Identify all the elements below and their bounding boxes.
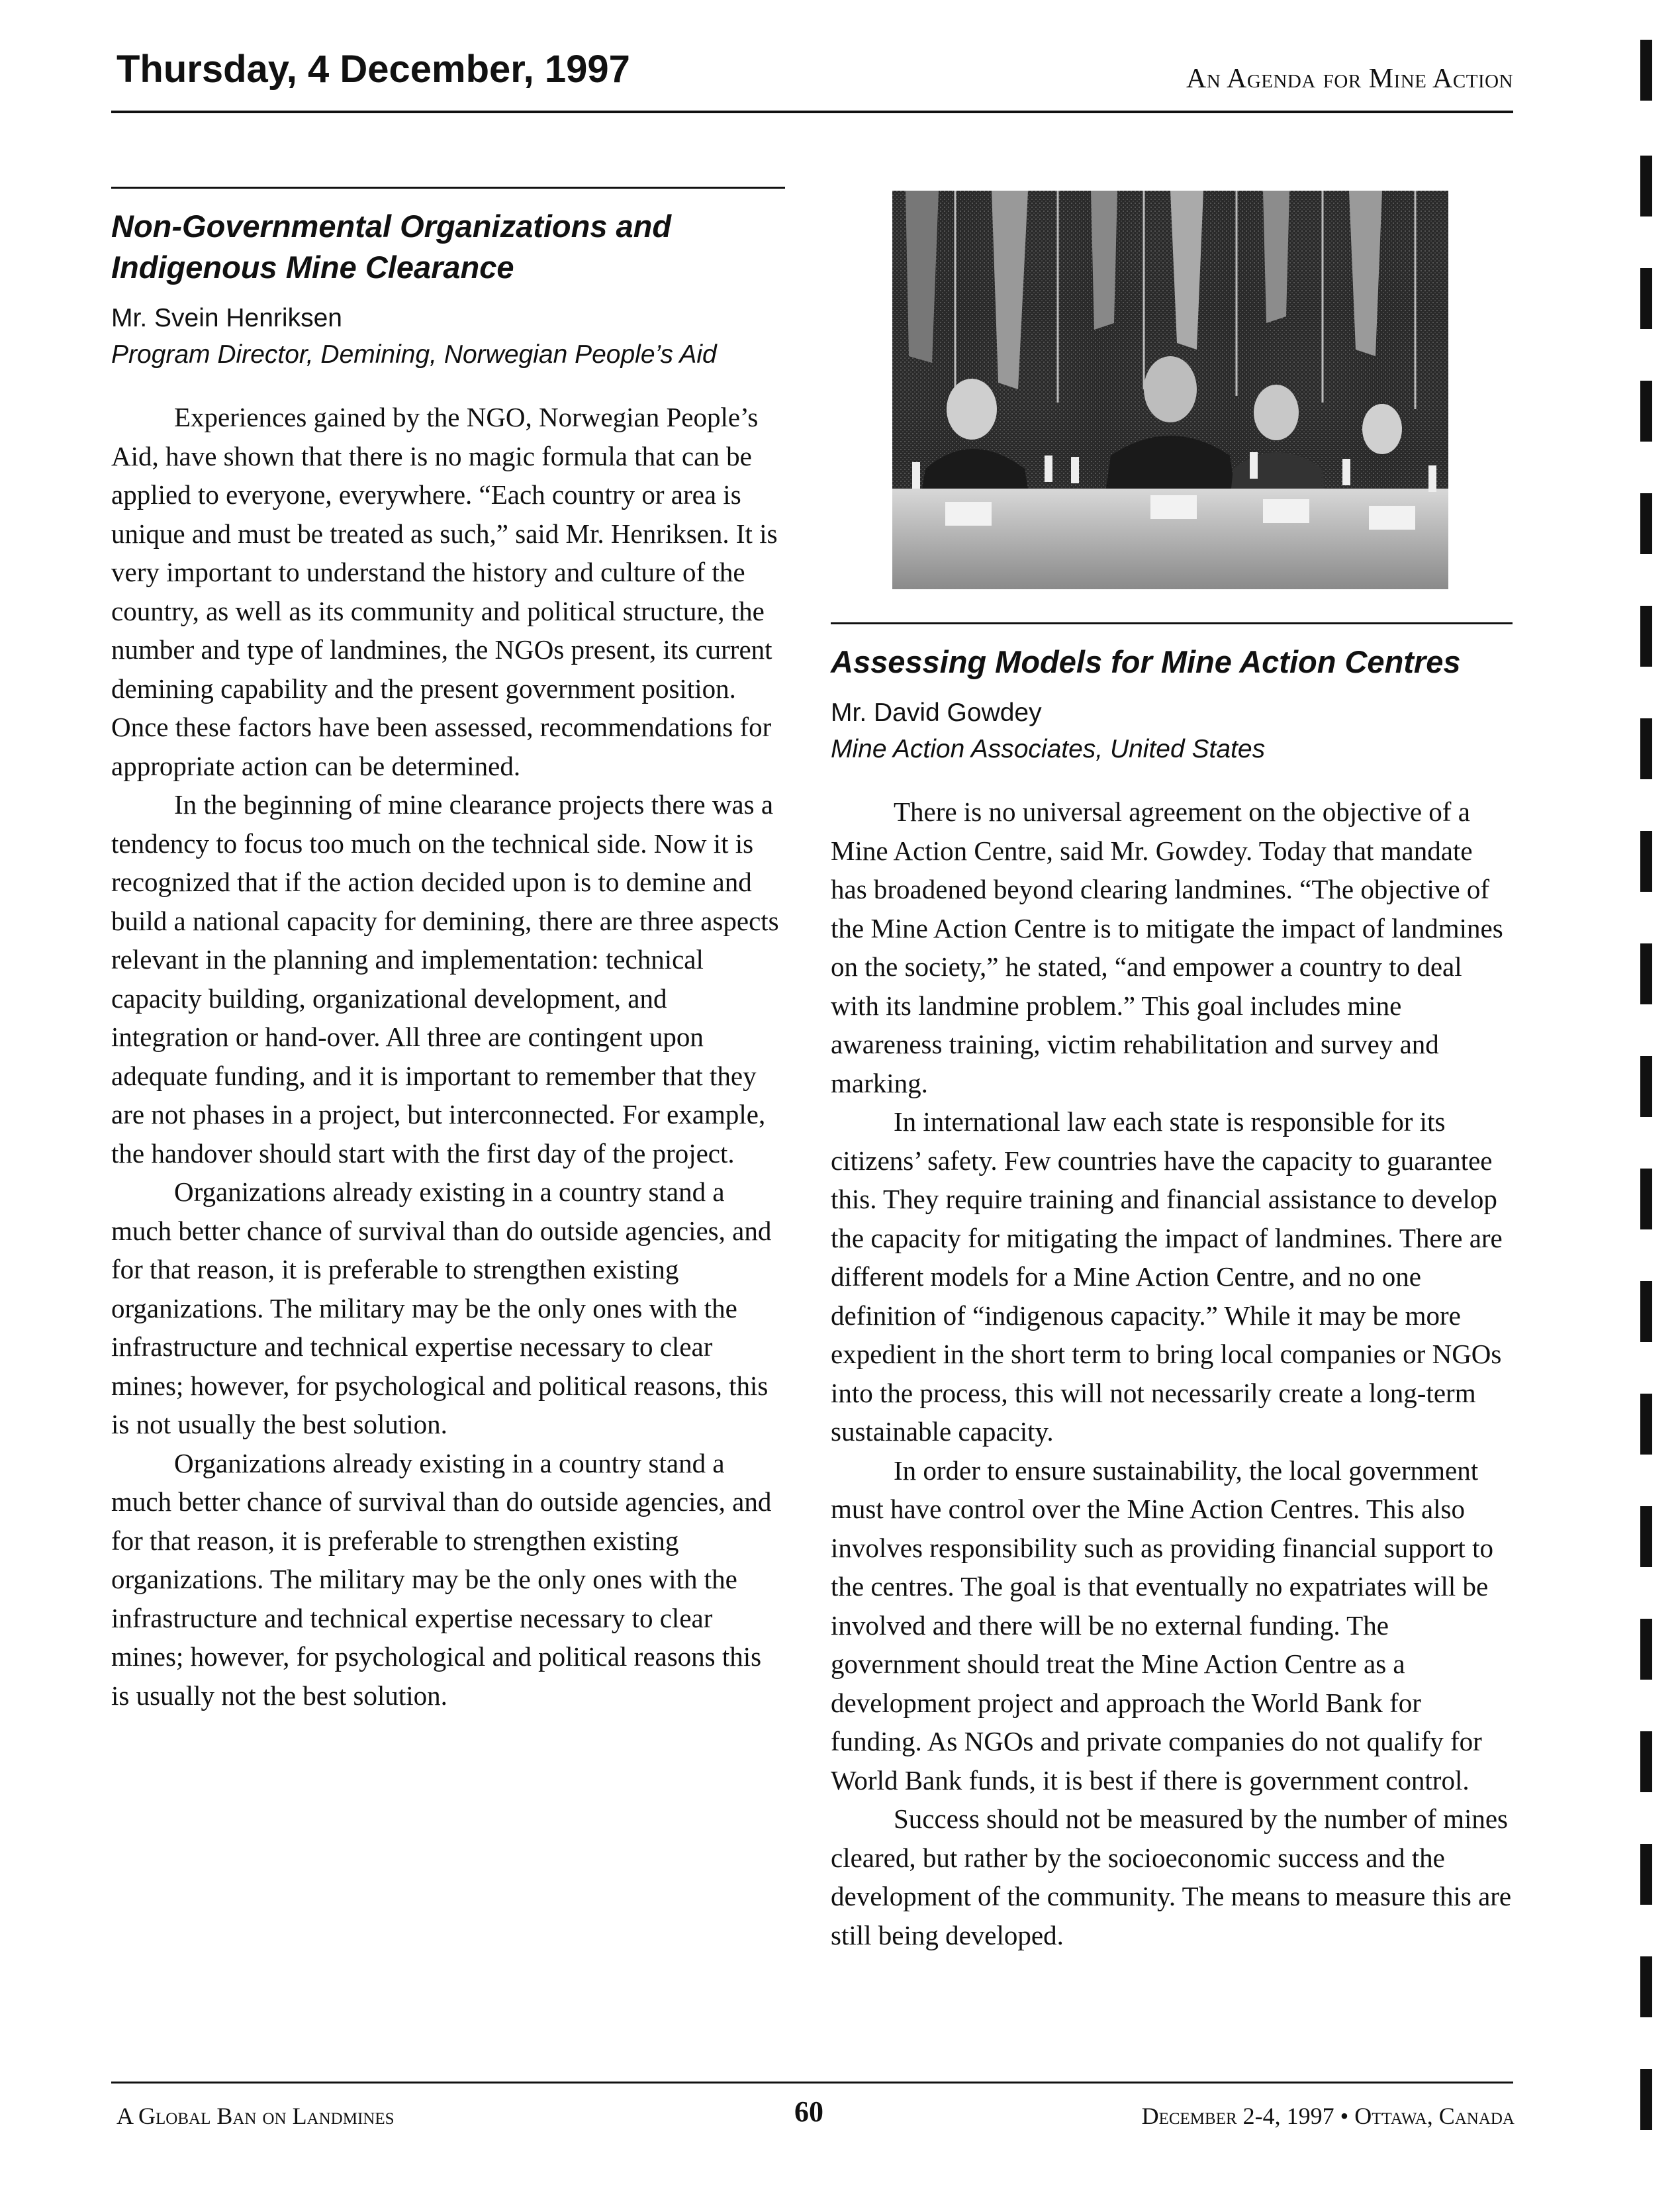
scan-edge-mark (1640, 1394, 1652, 1455)
scan-edge-mark (1640, 1169, 1652, 1229)
scan-edge-mark (1640, 1956, 1652, 2017)
scan-edge-mark (1640, 1844, 1652, 1905)
scan-edge-mark (1640, 1619, 1652, 1680)
article-paragraph: Experiences gained by the NGO, Norwegian People’s Aid, have shown that there is no magic formula that can be applied to everyone, everywhere. “Each country or area is unique and must be treated as such,” said Mr. Henriksen. It is very important to understand the history and culture of the country, as well as its community and political structure, the number and type of landmines, the NGOs present, its current demining capability and the present government position. Once these factors have been assessed, recommendations for appropriate action can be determined. (111, 402, 778, 781)
speaker-name: Mr. Svein Henriksen (111, 304, 342, 332)
article-ngo-mine-clearance (111, 187, 785, 1715)
scan-edge-mark (1640, 1506, 1652, 1567)
article-mine-action-centres (831, 191, 1513, 1954)
scan-edge-mark (1640, 268, 1652, 329)
speaker-name: Mr. David Gowdey (831, 698, 1042, 727)
scan-edge-mark (1640, 831, 1652, 892)
article-paragraph: Organizations already existing in a country stand a much better chance of survival than do outside agencies, and for that reason, it is preferable to strengthen existing organizations. The military may be the only ones with the infrastructure and technical expertise necessary to clear mines; however, for psychological and political reasons, this is not usually the best solution. (111, 1176, 772, 1439)
scan-edge-mark (1640, 718, 1652, 779)
article-paragraph: In international law each state is responsible for its citizens’ safety. Few countries have the capacity to guarantee this. They require training and financial assistance to develop the capacity for mitigating the impact of landmines. There are different models for a Mine Action Centre, and no one definition of “indigenous capacity.” While it may be more expedient in the short term to bring local companies or NGOs into the process, this will not necessarily create a long-term sustainable capacity. (831, 1106, 1503, 1447)
article-headline: Assessing Models for Mine Action Centres (831, 644, 1461, 679)
scan-edge-mark (1640, 2069, 1652, 2130)
article-paragraph: In order to ensure sustainability, the local government must have control over the Mine Action Centres. This also involves responsibility such as providing financial support to the centres. The goal is that eventually no expatriates will be involved and there will be no external funding. The government should treat the Mine Action Centre as a development project and approach the World Bank for funding. As NGOs and private companies do not qualify for World Bank funds, it is best if there is government control. (831, 1455, 1493, 1796)
scan-edge-mark (1640, 381, 1652, 442)
footer-publication: A Global Ban on Landmines (117, 2103, 395, 2129)
scan-edge-mark (1640, 1056, 1652, 1117)
scan-edge-mark (1640, 40, 1652, 101)
article-rule (831, 622, 1513, 624)
page-number: 60 (794, 2095, 823, 2128)
article-paragraph: In the beginning of mine clearance projects there was a tendency to focus too much on the technical side. Now it is recognized that if the action decided upon is to demine and build a national capacity for demining, there are three aspects relevant in the planning and implementation: technical capacity building, organizational development, and integration or hand-over. All three are contingent upon adequate funding, and it is important to remember that they are not phases in a project, but interconnected. For example, the handover should start with the first day of the project. (111, 789, 779, 1169)
scan-edge-mark (1640, 606, 1652, 667)
conference-panel-photo (892, 191, 1448, 589)
article-headline: Non-Governmental Organizations and Indigenous Mine Clearance (111, 209, 672, 285)
scan-edge-mark (1640, 156, 1652, 216)
article-rule (111, 187, 785, 189)
speaker-affiliation: Program Director, Demining, Norwegian People’s Aid (111, 340, 717, 369)
footer-rule (111, 2082, 1513, 2084)
page-date: Thursday, 4 December, 1997 (117, 48, 630, 91)
footer-event: December 2-4, 1997 • Ottawa, Canada (1141, 2103, 1515, 2129)
speaker-affiliation: Mine Action Associates, United States (831, 735, 1266, 763)
article-paragraph: Success should not be measured by the number of mines cleared, but rather by the socioeconomic success and the development of the community. The means to measure this are still being developed. (831, 1803, 1512, 1950)
scan-edge-mark (1640, 493, 1652, 554)
article-paragraph: There is no universal agreement on the objective of a Mine Action Centre, said Mr. Gowdey. Today that mandate has broadened beyond clearing landmines. “The objective of the Mine Action Centre is to mitigate the impact of landmines on the society,” he stated, “and empower a country to deal with its landmine problem.” This goal includes mine awareness training, victim rehabilitation and survey and marking. (831, 796, 1503, 1098)
scan-edge-mark (1640, 1281, 1652, 1342)
section-title: An Agenda for Mine Action (1186, 64, 1513, 94)
article-paragraph: Organizations already existing in a country stand a much better chance of survival than do outside agencies, and for that reason, it is preferable to strengthen existing organizations. The military may be the only ones with the infrastructure and technical expertise necessary to clear mines; however, for psychological and political reasons this is usually not the best solution. (111, 1447, 772, 1711)
scan-edge-mark (1640, 1731, 1652, 1792)
scan-edge-mark (1640, 943, 1652, 1004)
header-rule (111, 111, 1513, 113)
